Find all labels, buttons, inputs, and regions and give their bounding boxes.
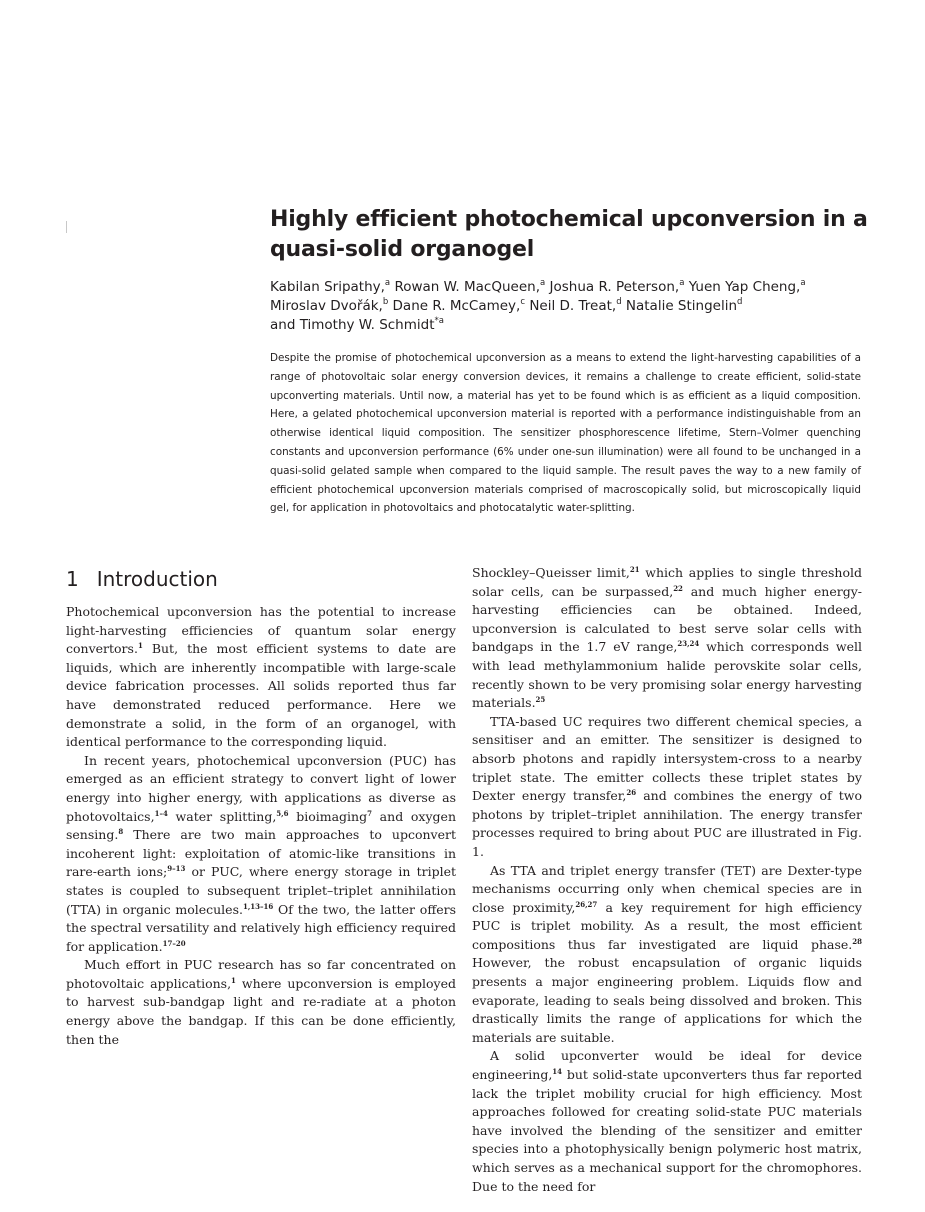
text-run: where upconversion is employed to harvest sub-bandgap light and re-radiate at a photon energy above the bandgap. If this can be done efficiently, then the — [66, 975, 456, 1047]
text-run: water splitting, — [167, 808, 277, 824]
citation-ref: 5,6 — [276, 808, 289, 818]
text-run: A solid upconverter would be ideal for device engineering, — [472, 1048, 862, 1083]
section-title: Introduction — [96, 567, 218, 591]
citation-ref: 8 — [118, 827, 124, 837]
text-run: As TTA and triplet energy transfer (TET) are Dexter-type mechanisms occurring only when chemical species are in close proximity, — [472, 862, 862, 915]
text-run: and much higher energy-harvesting efficiencies can be obtained. Indeed, upconversion is calculated to best serve solar cells with bandgaps in the 1.7 eV range, — [472, 583, 863, 655]
body-column-left — [66, 603, 456, 1049]
author: Neil D. Treat,$^d$ — [529, 297, 622, 314]
text-run: but solid-state upconverters thus far reported lack the triplet mobility crucial for high efficiency. Most approaches followed for creating solid-state PUC materials have involved the blending of the sensitizer and emitter species into a photophysically benign polymeric host matrix, which serves as a mechanical support for the chromophores. Due to the need for — [472, 1067, 862, 1194]
body-paragraph — [472, 862, 862, 1048]
citation-ref: 22 — [673, 583, 683, 593]
text-run: TTA-based UC requires two different chemical species, a sensitiser and an emitter. The sensitizer is designed to absorb photons and rapidly intersystem-cross to a nearby triplet state. The emitter collects these triplet states by Dexter energy transfer, — [472, 713, 862, 804]
author: Yuen Yap Cheng,$^a$ — [688, 278, 806, 295]
author: Kabilan Sripathy,$^a$ — [270, 278, 391, 295]
text-run: Photochemical upconversion has the potential to increase light-harvesting efficiencies of quantum solar energy convertors. — [66, 604, 456, 657]
text-run: or PUC, where energy storage in triplet states is coupled to subsequent triplet–triplet annihilation (TTA) in organic molecules. — [66, 864, 456, 917]
section-heading — [66, 566, 218, 592]
author: Rowan W. MacQueen,$^a$ — [394, 278, 546, 295]
body-paragraph — [472, 564, 862, 713]
author: Miroslav Dvořák,$^b$ — [270, 297, 389, 314]
text-run: bioimaging — [288, 808, 368, 824]
section-number: 1 — [66, 567, 79, 591]
text-run: and combines the energy of two photons by triplet–triplet annihilation. The energy transfer processes required to bring about PUC are illustrated in Fig. 1. — [472, 788, 862, 859]
body-paragraph — [66, 752, 456, 957]
citation-ref: 1 — [231, 975, 236, 985]
citation-ref: 1–4 — [154, 808, 168, 818]
author: Joshua R. Peterson,$^a$ — [549, 278, 685, 295]
text-run: There are two main approaches to upconvert incoherent light: exploitation of atomic-like transitions in rare-earth ions; — [66, 827, 456, 880]
citation-ref: 1 — [137, 641, 143, 651]
body-paragraph — [66, 956, 456, 1049]
citation-ref: 9–13 — [167, 864, 186, 874]
text-run: a key requirement for high efficiency PUC is triplet mobility. As a result, the most efficient compositions thus far investigated are liquid phase. — [472, 899, 862, 952]
citation-ref: 26,27 — [575, 899, 598, 909]
citation-ref: 1,13–16 — [242, 901, 274, 911]
body-paragraph — [472, 713, 862, 862]
text-run: Much effort in PUC research has so far concentrated on photovoltaic applications, — [66, 957, 456, 991]
citation-ref: 28 — [852, 936, 862, 946]
author: Dane R. McCamey,$^c$ — [392, 297, 526, 314]
text-run: which applies to single threshold solar cells, can be surpassed, — [472, 565, 862, 599]
text-run: But, the most efficient systems to date are liquids, which are inherently incompatible with large-scale device fabrication processes. All solids reported thus far have demonstrated reduced performance. Here we demonstrate a solid, in the form of an organogel, with identical performance to the corresponding liquid. — [66, 641, 456, 750]
citation-ref: 17–20 — [162, 938, 186, 948]
text-run: Shockley–Queisser limit, — [472, 565, 630, 580]
text-run: and oxygen sensing. — [66, 808, 456, 843]
citation-ref: 21 — [629, 565, 640, 574]
margin-mark — [66, 221, 67, 233]
citation-ref: 25 — [535, 695, 546, 705]
text-run: Of the two, the latter offers the spectral versatility and relatively high efficiency required for application. — [66, 901, 456, 954]
citation-ref: 14 — [552, 1067, 563, 1077]
body-paragraph — [66, 603, 456, 752]
author: and Timothy W. Schmidt$^{*a}$ — [270, 316, 444, 333]
text-run: However, the robust encapsulation of organic liquids presents a major engineering problem. Liquids flow and evaporate, leading to seals being dissolved and broken. This drastically limits the range of applications for which the materials are suitable. — [472, 955, 862, 1045]
citation-ref: 23,24 — [677, 639, 700, 649]
citation-ref: 26 — [626, 788, 637, 798]
article-title: Highly efficient photochemical upconversion in a quasi-solid organogel — [270, 207, 868, 262]
citation-ref: 7 — [367, 808, 372, 818]
text-run: which corresponds well with lead methylammonium halide perovskite solar cells, recently shown to be very promising solar energy harvesting materials. — [472, 639, 862, 711]
text-run: In recent years, photochemical upconversion (PUC) has emerged as an efficient strategy to convert light of lower energy into higher energy, with applications as diverse as photovoltaics, — [66, 752, 456, 824]
body-paragraph — [472, 1047, 862, 1196]
body-column-right — [472, 564, 862, 1196]
abstract: Despite the promise of photochemical upconversion as a means to extend the light-harvesting capabilities of a range of photovoltaic solar energy conversion devices, it remains a challenge to create efficient, solid-state upconverting materials. Until now, a material has yet to be found which is as efficient as a liquid composition. Here, a gelated photochemical upconversion material is reported with a performance indistinguishable from an otherwise identical liquid composition. The sensitizer phosphorescence lifetime, Stern–Volmer quenching constants and upconversion performance (6% under one-sun illumination) were all found to be unchanged in a quasi-solid gelated sample when compared to the liquid sample. The result paves the way to a new family of efficient photochemical upconversion materials comprised of macroscopically solid, but microscopically liquid gel, for application in photovoltaics and photocatalytic water-splitting. — [270, 352, 861, 515]
author-list — [270, 278, 870, 335]
author: Natalie Stingelin$^d$ — [625, 297, 743, 314]
